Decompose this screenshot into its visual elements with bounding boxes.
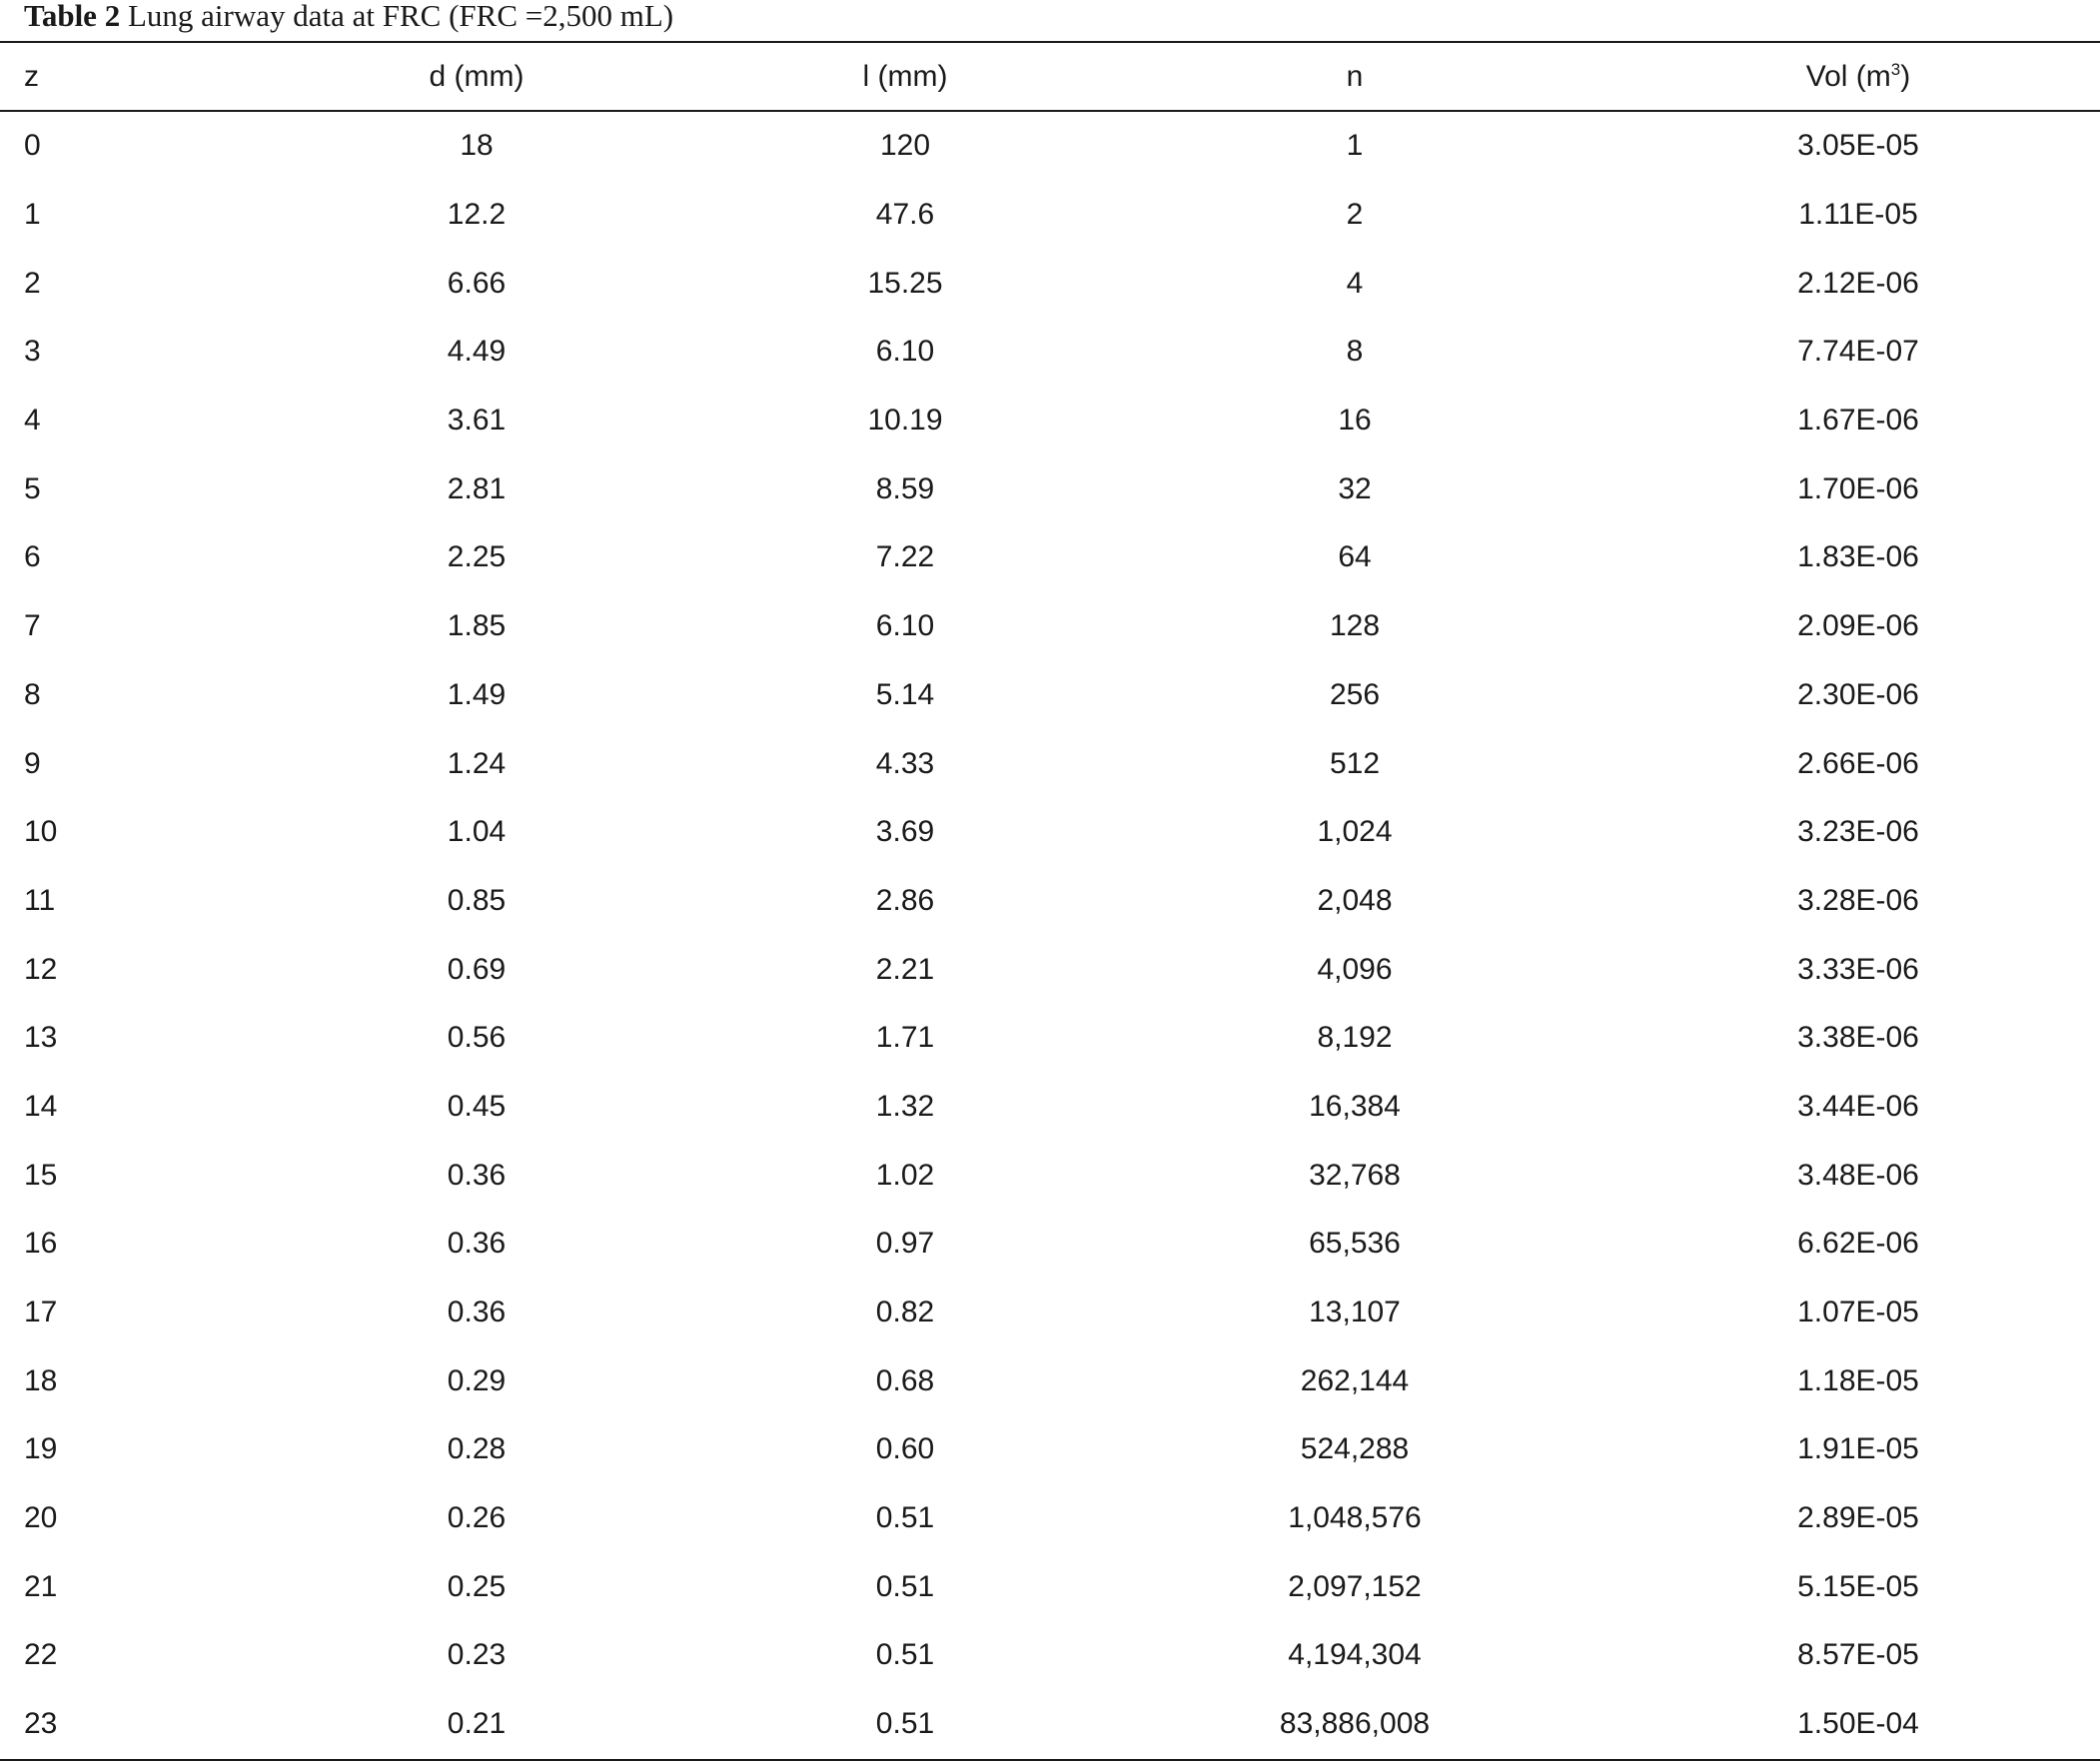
table-row xyxy=(0,1690,2100,1760)
cell-vol: 3.23E-06 xyxy=(1797,815,1919,849)
table-caption-label: Table 2 xyxy=(24,0,121,33)
cell-n: 1,024 xyxy=(1317,815,1393,849)
cell-vol: 1.50E-04 xyxy=(1797,1707,1919,1741)
cell-n: 4,194,304 xyxy=(1288,1638,1422,1672)
cell-l: 0.68 xyxy=(875,1363,935,1397)
cell-d: 0.56 xyxy=(447,1021,507,1055)
lung-airway-table xyxy=(0,41,2100,1761)
cell-l: 1.02 xyxy=(875,1158,935,1192)
cell-z: 2 xyxy=(24,266,41,300)
cell-n: 2,048 xyxy=(1317,883,1393,917)
table-row xyxy=(0,661,2100,730)
cell-vol: 2.30E-06 xyxy=(1797,677,1919,711)
cell-l: 7.22 xyxy=(875,540,935,574)
cell-z: 12 xyxy=(24,952,58,986)
cell-vol: 2.66E-06 xyxy=(1797,746,1919,780)
cell-l: 0.51 xyxy=(875,1707,935,1741)
cell-n: 64 xyxy=(1338,540,1372,574)
table-row xyxy=(0,1621,2100,1690)
cell-n: 262,144 xyxy=(1300,1363,1410,1397)
cell-vol: 3.33E-06 xyxy=(1797,952,1919,986)
table-row xyxy=(0,592,2100,661)
table-row xyxy=(0,1346,2100,1415)
cell-z: 1 xyxy=(24,198,41,232)
cell-z: 11 xyxy=(24,883,56,917)
cell-d: 1.49 xyxy=(447,677,507,711)
cell-l: 5.14 xyxy=(875,677,935,711)
cell-d: 1.04 xyxy=(447,815,507,849)
column-header-d: d (mm) xyxy=(236,42,717,111)
cell-d: 0.36 xyxy=(447,1296,507,1329)
cell-n: 2 xyxy=(1346,198,1364,232)
cell-d: 1.85 xyxy=(447,609,507,643)
cell-n: 256 xyxy=(1329,677,1381,711)
cell-l: 2.86 xyxy=(875,883,935,917)
column-header-l: l (mm) xyxy=(717,42,1093,111)
cell-d: 1.24 xyxy=(447,746,507,780)
cell-l: 4.33 xyxy=(875,746,935,780)
cell-z: 4 xyxy=(24,404,41,438)
table-caption-text: Lung airway data at FRC (FRC =2,500 mL) xyxy=(127,0,674,33)
cell-l: 0.51 xyxy=(875,1638,935,1672)
cell-z: 6 xyxy=(24,540,41,574)
cell-n: 16 xyxy=(1338,404,1372,438)
table-row xyxy=(0,111,2100,181)
cell-vol: 3.05E-05 xyxy=(1797,129,1919,163)
cell-d: 0.29 xyxy=(447,1363,507,1397)
cell-l: 120 xyxy=(879,129,931,163)
cell-z: 14 xyxy=(24,1089,58,1123)
cell-vol: 3.44E-06 xyxy=(1797,1089,1919,1123)
cell-vol: 1.07E-05 xyxy=(1797,1296,1919,1329)
cell-z: 21 xyxy=(24,1569,58,1603)
cell-vol: 1.70E-06 xyxy=(1797,471,1919,505)
cell-n: 4 xyxy=(1346,266,1364,300)
cell-d: 0.36 xyxy=(447,1158,507,1192)
cell-n: 2,097,152 xyxy=(1288,1569,1422,1603)
cell-l: 6.10 xyxy=(875,335,935,369)
cell-vol: 3.28E-06 xyxy=(1797,883,1919,917)
cell-d: 0.25 xyxy=(447,1569,507,1603)
cell-n: 128 xyxy=(1329,609,1381,643)
cell-n: 13,107 xyxy=(1309,1296,1401,1329)
table-header-row xyxy=(0,42,2100,111)
column-header-z: z xyxy=(0,42,236,111)
cell-d: 0.45 xyxy=(447,1089,507,1123)
cell-z: 19 xyxy=(24,1432,58,1466)
column-header-vol-text: Vol (m xyxy=(1805,59,1891,93)
cell-l: 15.25 xyxy=(867,266,943,300)
cell-z: 20 xyxy=(24,1501,58,1535)
cell-vol: 3.48E-06 xyxy=(1797,1158,1919,1192)
cell-l: 2.21 xyxy=(875,952,935,986)
cell-l: 0.51 xyxy=(875,1569,935,1603)
cell-z: 18 xyxy=(24,1363,58,1397)
cell-vol: 1.83E-06 xyxy=(1797,540,1919,574)
cell-d: 0.85 xyxy=(447,883,507,917)
column-header-vol xyxy=(1616,42,2100,111)
cell-z: 3 xyxy=(24,335,41,369)
cell-l: 10.19 xyxy=(867,404,943,438)
cell-vol: 2.09E-06 xyxy=(1797,609,1919,643)
column-header-n: n xyxy=(1093,42,1616,111)
cell-z: 9 xyxy=(24,746,41,780)
table-row xyxy=(0,1004,2100,1073)
cell-z: 8 xyxy=(24,677,41,711)
cell-vol: 5.15E-05 xyxy=(1797,1569,1919,1603)
cell-n: 4,096 xyxy=(1317,952,1393,986)
cell-l: 0.97 xyxy=(875,1227,935,1261)
cell-n: 83,886,008 xyxy=(1279,1707,1431,1741)
cell-l: 0.82 xyxy=(875,1296,935,1329)
cell-d: 2.81 xyxy=(447,471,507,505)
cell-z: 16 xyxy=(24,1227,58,1261)
cell-z: 10 xyxy=(24,815,58,849)
cell-d: 0.21 xyxy=(447,1707,507,1741)
cell-n: 512 xyxy=(1329,746,1381,780)
cell-d: 0.36 xyxy=(447,1227,507,1261)
cell-d: 3.61 xyxy=(447,404,507,438)
cell-vol: 3.38E-06 xyxy=(1797,1021,1919,1055)
cell-z: 7 xyxy=(24,609,41,643)
cell-d: 0.23 xyxy=(447,1638,507,1672)
table-row xyxy=(0,387,2100,455)
cell-l: 1.71 xyxy=(875,1021,935,1055)
cell-n: 1,048,576 xyxy=(1288,1501,1422,1535)
table-row xyxy=(0,523,2100,592)
table-row xyxy=(0,798,2100,867)
cell-d: 2.25 xyxy=(447,540,507,574)
table-row xyxy=(0,867,2100,936)
table-row xyxy=(0,318,2100,387)
cell-vol: 6.62E-06 xyxy=(1797,1227,1919,1261)
table-body xyxy=(0,111,2100,1760)
table-caption xyxy=(24,0,673,40)
column-header-vol-superscript: 3 xyxy=(1890,59,1901,79)
cell-vol: 1.91E-05 xyxy=(1797,1432,1919,1466)
cell-z: 22 xyxy=(24,1638,58,1672)
table-row xyxy=(0,1279,2100,1347)
cell-d: 0.26 xyxy=(447,1501,507,1535)
cell-z: 17 xyxy=(24,1296,58,1329)
cell-vol: 1.11E-05 xyxy=(1798,198,1918,232)
cell-z: 23 xyxy=(24,1707,58,1741)
table-row xyxy=(0,1415,2100,1484)
cell-d: 0.69 xyxy=(447,952,507,986)
cell-z: 0 xyxy=(24,129,41,163)
table-row xyxy=(0,249,2100,318)
cell-n: 16,384 xyxy=(1309,1089,1401,1123)
cell-vol: 7.74E-07 xyxy=(1797,335,1919,369)
cell-l: 0.60 xyxy=(875,1432,935,1466)
cell-vol: 2.12E-06 xyxy=(1797,266,1919,300)
cell-l: 6.10 xyxy=(875,609,935,643)
cell-n: 32,768 xyxy=(1309,1158,1401,1192)
cell-l: 47.6 xyxy=(875,198,935,232)
cell-n: 8 xyxy=(1346,335,1364,369)
cell-n: 32 xyxy=(1338,471,1372,505)
cell-vol: 1.67E-06 xyxy=(1797,404,1919,438)
table-row xyxy=(0,729,2100,798)
table-row xyxy=(0,1141,2100,1210)
cell-l: 1.32 xyxy=(875,1089,935,1123)
cell-n: 8,192 xyxy=(1317,1021,1393,1055)
cell-n: 65,536 xyxy=(1309,1227,1401,1261)
cell-vol: 2.89E-05 xyxy=(1797,1501,1919,1535)
table-row xyxy=(0,1210,2100,1279)
column-header-vol-close: ) xyxy=(1900,59,1911,93)
cell-z: 5 xyxy=(24,471,41,505)
table-row xyxy=(0,454,2100,523)
cell-vol: 1.18E-05 xyxy=(1797,1363,1919,1397)
cell-d: 18 xyxy=(460,129,494,163)
table-row xyxy=(0,1073,2100,1142)
cell-n: 524,288 xyxy=(1300,1432,1410,1466)
cell-l: 3.69 xyxy=(875,815,935,849)
table-row xyxy=(0,1484,2100,1553)
cell-d: 4.49 xyxy=(447,335,507,369)
cell-vol: 8.57E-05 xyxy=(1797,1638,1919,1672)
cell-d: 12.2 xyxy=(447,198,507,232)
table-row xyxy=(0,935,2100,1004)
cell-l: 8.59 xyxy=(875,471,935,505)
cell-z: 15 xyxy=(24,1158,58,1192)
cell-z: 13 xyxy=(24,1021,58,1055)
cell-d: 0.28 xyxy=(447,1432,507,1466)
table-row xyxy=(0,1552,2100,1621)
table-row xyxy=(0,181,2100,250)
cell-n: 1 xyxy=(1346,129,1364,163)
cell-l: 0.51 xyxy=(875,1501,935,1535)
cell-d: 6.66 xyxy=(447,266,507,300)
